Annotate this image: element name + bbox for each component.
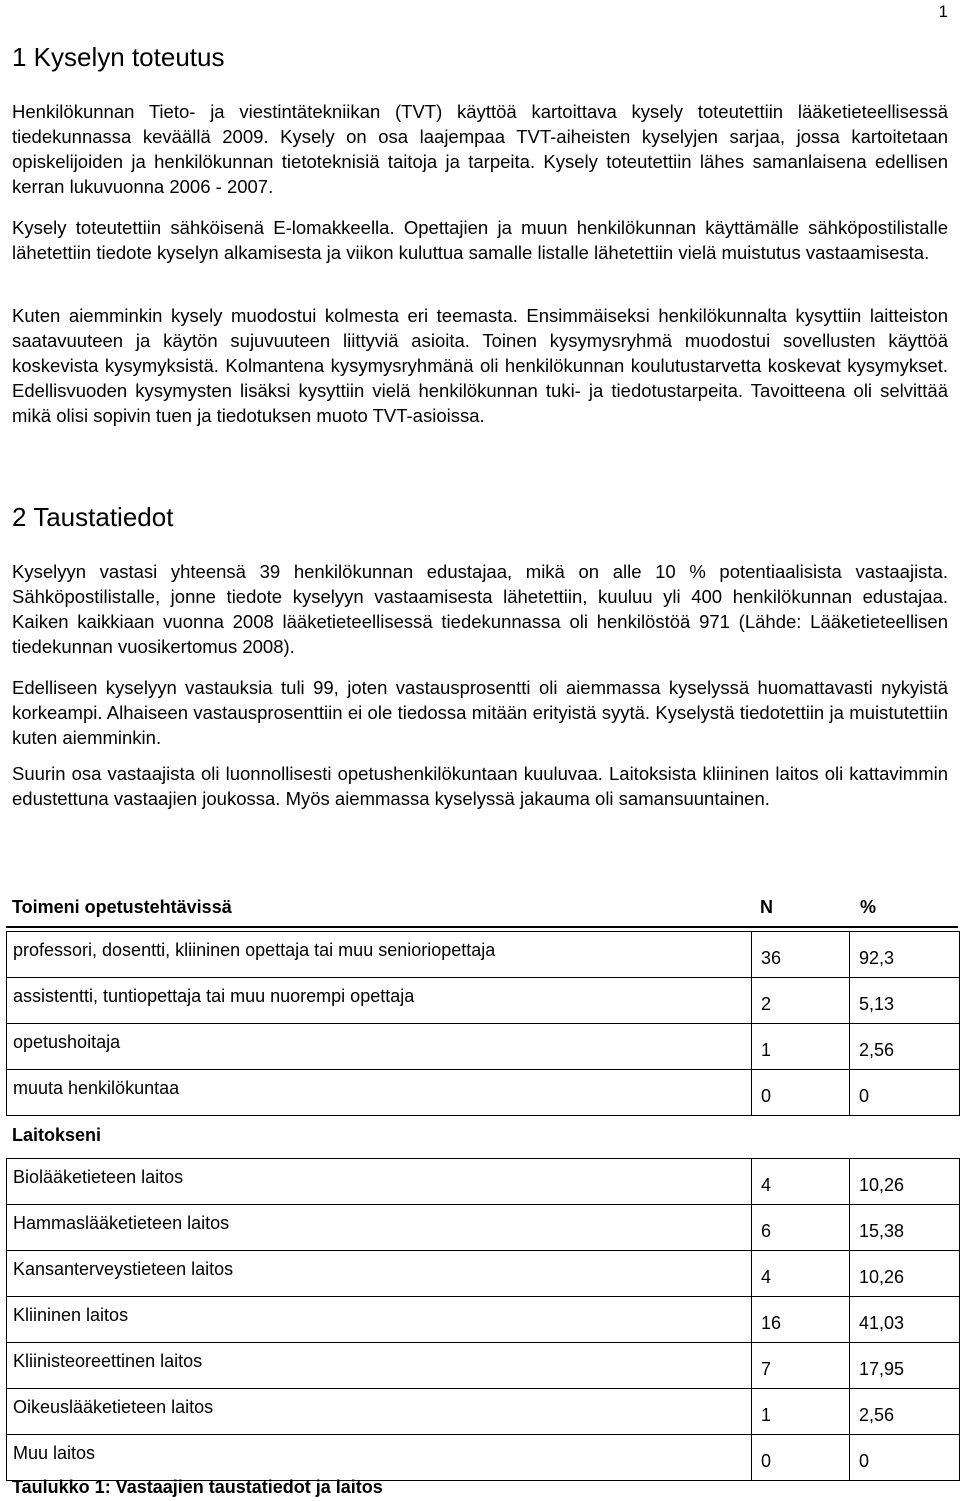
section-2-paragraph-2: Edelliseen kyselyyn vastauksia tuli 99, joten vastausprosentti oli aiemmassa kyselyssä huomattavasti nykyistä korkeampi. Alhaiseen vastausprosenttiin ei ole tiedossa mitään erityistä syytä. Kyselystä tiedotettiin ja muistutettiin kuten aiemminkin. bbox=[12, 677, 948, 748]
row-n: 4 bbox=[761, 1175, 772, 1195]
row-label: Biolääketieteen laitos bbox=[13, 1167, 184, 1187]
row-pct: 5,13 bbox=[859, 994, 895, 1014]
table-caption: Taulukko 1: Vastaajien taustatiedot ja laitos bbox=[12, 1477, 383, 1497]
row-label: assistentti, tuntiopettaja tai muu nuorempi opettaja bbox=[13, 986, 415, 1006]
row-pct: 17,95 bbox=[859, 1359, 905, 1379]
row-label: Kansanterveystieteen laitos bbox=[13, 1259, 234, 1279]
section-1-paragraph-2: Kysely toteutettiin sähköisenä E-lomakkeella. Opettajien ja muun henkilökunnan käyttämälle sähköpostilistalle lähetettiin tiedote kyselyn alkamisesta ja viikon kuluttua samalle listalle lähetettiin vielä muistutus vastaamisesta. bbox=[12, 217, 948, 263]
row-pct: 41,03 bbox=[859, 1313, 905, 1333]
column-divider bbox=[849, 1159, 850, 1480]
table-row bbox=[7, 1069, 959, 1115]
departments-group bbox=[6, 1158, 960, 1481]
row-n: 2 bbox=[761, 994, 772, 1014]
row-label: Kliininen laitos bbox=[13, 1305, 129, 1325]
table-row bbox=[7, 1342, 959, 1388]
page-number: 1 bbox=[938, 2, 948, 21]
column-divider bbox=[751, 932, 752, 1115]
row-label: Muu laitos bbox=[13, 1443, 96, 1463]
row-pct: 2,56 bbox=[859, 1405, 895, 1425]
row-pct: 10,26 bbox=[859, 1175, 905, 1195]
table-row bbox=[7, 1434, 959, 1480]
row-label: Kliinisteoreettinen laitos bbox=[13, 1351, 203, 1371]
column-divider bbox=[751, 1159, 752, 1480]
row-n: 1 bbox=[761, 1405, 772, 1425]
row-n: 36 bbox=[761, 948, 782, 968]
row-n: 0 bbox=[761, 1451, 772, 1471]
table-row bbox=[7, 1296, 959, 1342]
table-row bbox=[7, 1204, 959, 1250]
row-pct: 92,3 bbox=[859, 948, 895, 968]
row-n: 16 bbox=[761, 1313, 782, 1333]
table-header bbox=[12, 893, 948, 923]
table-row bbox=[7, 1250, 959, 1296]
table-row bbox=[7, 1159, 959, 1204]
row-pct: 0 bbox=[859, 1086, 870, 1106]
departments-label: Laitokseni bbox=[12, 1125, 102, 1145]
section-1-paragraph-3: Kuten aiemminkin kysely muodostui kolmesta eri teemasta. Ensimmäiseksi henkilökunnalta kysyttiin laitteiston saatavuuteen ja käytön sujuvuuteen liittyviä asioita. Toinen kysymysryhmä muodostui sovellusten käyttöä koskevista kysymyksistä. Kolmantena kysymysryhmänä oli henkilökunnan koulutustarvetta koskevat kysymykset. Edellisvuoden kysymysten lisäksi kysyttiin vielä henkilökunnan tuki- ja tiedotustarpeita. Tavoitteena oli selvittää mikä olisi sopivin tuen ja tiedotuksen muoto TVT-asioissa. bbox=[12, 305, 948, 426]
row-n: 6 bbox=[761, 1221, 772, 1241]
positions-group bbox=[6, 931, 960, 1116]
table-row bbox=[7, 1023, 959, 1069]
row-pct: 0 bbox=[859, 1451, 870, 1471]
row-n: 7 bbox=[761, 1359, 772, 1379]
row-n: 1 bbox=[761, 1040, 772, 1060]
header-n: N bbox=[760, 897, 773, 917]
row-label: Hammaslääketieteen laitos bbox=[13, 1213, 230, 1233]
row-label: muuta henkilökuntaa bbox=[13, 1078, 180, 1098]
row-pct: 15,38 bbox=[859, 1221, 905, 1241]
section-1-paragraph-1: Henkilökunnan Tieto- ja viestintätekniikan (TVT) käyttöä kartoittava kysely toteutettiin lääketieteellisessä tiedekunnassa keväällä 2009. Kysely on osa laajempaa TVT-aiheisten kyselyjen sarjaa, jossa kartoitetaan opiskelijoiden ja henkilökunnan tietoteknisiä taitoja ja tarpeita. Kysely toteutettiin lähes samanlaisena edellisen kerran lukuvuonna 2006 - 2007. bbox=[12, 101, 948, 197]
table-row bbox=[7, 932, 959, 977]
header-label: Toimeni opetustehtävissä bbox=[12, 897, 232, 917]
table-row bbox=[7, 977, 959, 1023]
section-2-paragraph-3: Suurin osa vastaajista oli luonnollisesti opetushenkilökuntaan kuuluvaa. Laitoksista kliininen laitos oli kattavimmin edustettuna vastaajien joukossa. Myös aiemmassa kyselyssä jakauma oli samansuuntainen. bbox=[12, 763, 948, 809]
table-row bbox=[7, 1388, 959, 1434]
row-n: 0 bbox=[761, 1086, 772, 1106]
header-pct: % bbox=[860, 897, 877, 917]
row-label: opetushoitaja bbox=[13, 1032, 121, 1052]
row-n: 4 bbox=[761, 1267, 772, 1287]
row-label: professori, dosentti, kliininen opettaja tai muu senioriopettaja bbox=[13, 940, 496, 960]
header-rule bbox=[6, 926, 958, 928]
row-pct: 10,26 bbox=[859, 1267, 905, 1287]
row-label: Oikeuslääketieteen laitos bbox=[13, 1397, 214, 1417]
column-divider bbox=[849, 932, 850, 1115]
section-2-title: 2 Taustatiedot bbox=[12, 502, 174, 532]
section-2-paragraph-1: Kyselyyn vastasi yhteensä 39 henkilökunnan edustajaa, mikä on alle 10 % potentiaalisista vastaajista. Sähköpostilistalle, jonne tiedote kyselyyn vastaamisesta lähetettiin, kuuluu yli 400 henkilökunnan edustajaa. Kaiken kaikkiaan vuonna 2008 lääketieteellisessä tiedekunnassa oli henkilöstöä 971 (Lähde: Lääketieteellisen tiedekunnan vuosikertomus 2008). bbox=[12, 561, 948, 657]
section-1-title: 1 Kyselyn toteutus bbox=[12, 42, 225, 72]
row-pct: 2,56 bbox=[859, 1040, 895, 1060]
